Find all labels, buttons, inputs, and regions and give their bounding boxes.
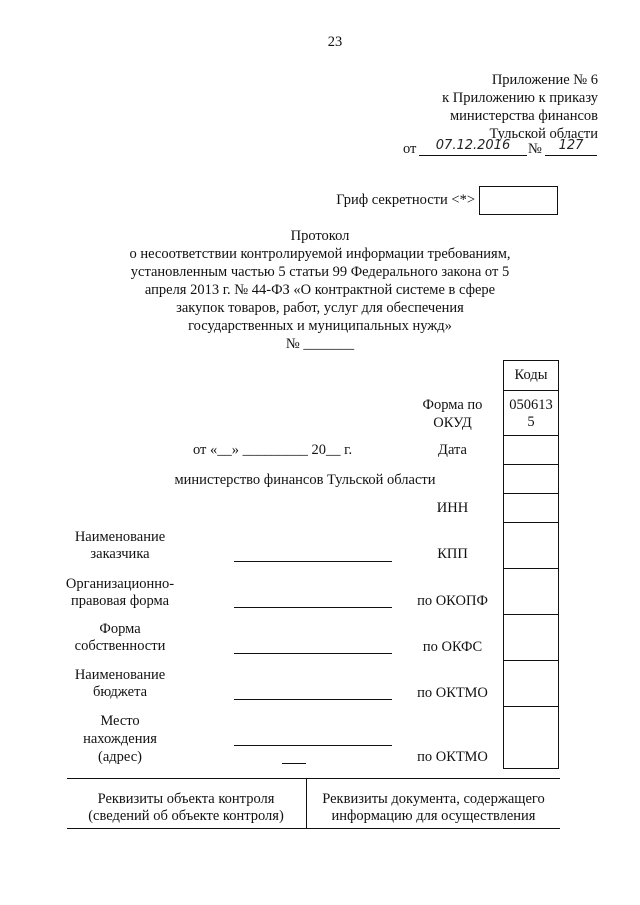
budget-field[interactable] [234,698,392,700]
title-line-4: апреля 2013 г. № 44-ФЗ «О контрактной системе в сфере [144,282,496,298]
customer-field[interactable] [234,560,392,562]
object-requisites-line-1: Реквизиты объекта контроля [97,791,275,807]
okfs-code-cell [503,614,559,661]
oktmo-label-2: по ОКТМО [417,749,488,765]
appendix-date-field [419,138,527,156]
appendix-line-4: Тульской области [489,126,598,142]
legal-form-field[interactable] [234,606,392,608]
legal-form-label-2: правовая форма [70,593,170,609]
title-line-6: государственных и муниципальных нужд» [188,318,452,334]
protocol-number: № _______ [285,336,355,352]
appendix-number-prefix: № [528,141,542,157]
organization-name: министерство финансов Тульской области [174,472,436,488]
title-line-1: Протокол [290,228,350,244]
form-okud-label-1: Форма по [422,397,483,413]
appendix-date-prefix: от [403,141,417,157]
kpp-label: КПП [437,546,468,562]
appendix-line-3: министерства финансов [449,108,598,124]
ownership-label-1: Форма [99,621,141,637]
document-requisites-line-1: Реквизиты документа, содержащего [322,791,545,807]
secrecy-label: Гриф секретности <*> [336,192,475,208]
okfs-label: по ОКФС [422,639,483,655]
bottom-table-top-rule [67,778,560,779]
bottom-table-bottom-rule [67,828,560,829]
budget-label-1: Наименование [74,667,166,683]
date-line: от «__» _________ 20__ г. [193,442,353,458]
location-field[interactable] [234,744,392,746]
inn-code-cell [503,493,559,523]
customer-label-1: Наименование [74,529,166,545]
legal-form-label-1: Организационно- [65,576,175,592]
title-line-2: о несоответствии контролируемой информации требованиям, [129,246,511,262]
inn-label: ИНН [436,500,469,516]
location-field-short[interactable] [282,762,306,764]
kpp-code-cell [503,522,559,569]
okud-code-line-2: 5 [527,414,535,430]
form-okud-label-2: ОКУД [433,415,472,431]
oktmo-label-1: по ОКТМО [417,685,488,701]
appendix-number-field [545,138,597,156]
oktmo-code-cell-2 [503,706,559,769]
page-number: 23 [327,34,343,50]
codes-header: Коды [514,367,548,383]
okud-code-line-1: 050613 [509,397,553,413]
object-requisites-line-2: (сведений об объекте контроля) [88,808,284,824]
appendix-number-value: 127 [558,138,584,153]
oktmo-code-cell-1 [503,660,559,707]
appendix-line-2: к Приложению к приказу [442,90,598,106]
ownership-field[interactable] [234,652,392,654]
budget-label-2: бюджета [92,684,148,700]
date-code-cell [503,435,559,465]
date-label: Дата [438,442,467,458]
document-requisites-line-2: информацию для осуществления [331,808,536,824]
secrecy-box [479,186,558,215]
title-line-3: установленным частью 5 статьи 99 Федерального закона от 5 [130,264,510,280]
customer-label-2: заказчика [90,546,150,562]
location-label-1: Место [100,713,140,729]
org-code-cell [503,464,559,494]
okud-code-cell [503,390,559,436]
okopf-label: по ОКОПФ [417,593,488,609]
appendix-line-1: Приложение № 6 [491,72,598,88]
location-label-2: нахождения [83,731,157,747]
okopf-code-cell [503,568,559,615]
location-label-3: (адрес) [98,749,142,765]
codes-header-cell [503,360,559,391]
appendix-date-value: 07.12.2016 [435,138,511,153]
title-line-5: закупок товаров, работ, услуг для обеспечения [176,300,464,316]
ownership-label-2: собственности [74,638,166,654]
